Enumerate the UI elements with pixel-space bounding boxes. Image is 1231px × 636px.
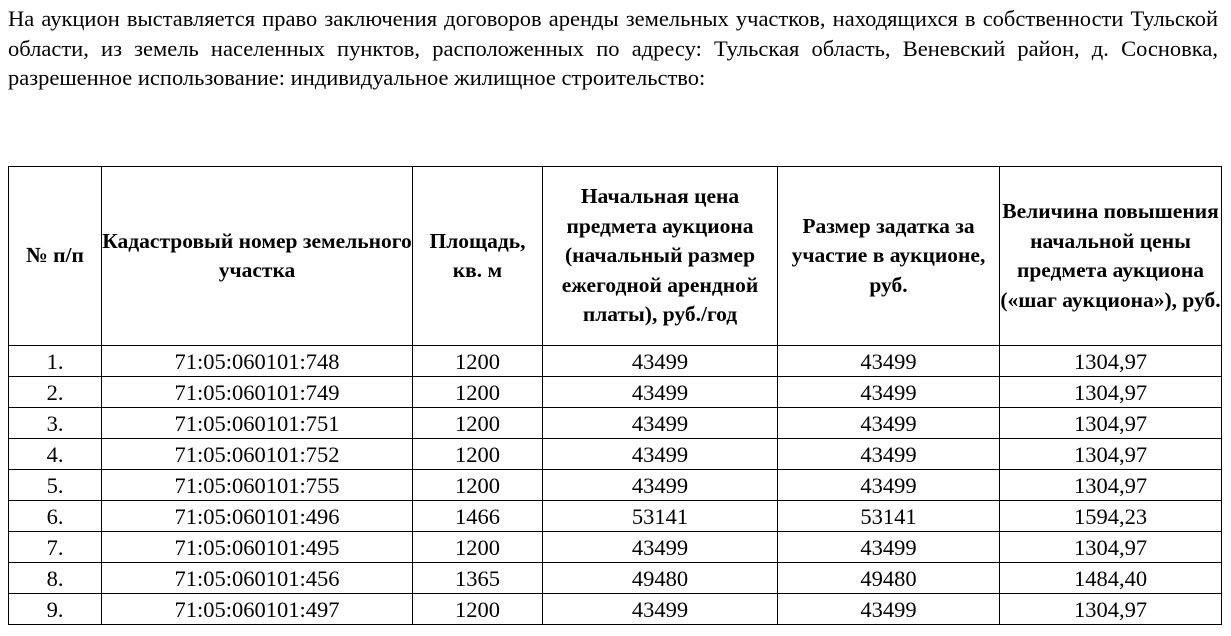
cell-cadastral-number: 71:05:060101:752 <box>102 439 413 470</box>
table-row <box>9 346 1222 377</box>
cell-starting-price: 43499 <box>543 470 778 501</box>
cell-starting-price: 43499 <box>543 532 778 563</box>
cell-auction-step: 1304,97 <box>1000 408 1222 439</box>
cell-deposit: 43499 <box>778 408 1000 439</box>
cell-cadastral-number: 71:05:060101:496 <box>102 501 413 532</box>
cell-auction-step: 1304,97 <box>1000 594 1222 625</box>
cell-number: 4. <box>9 439 102 470</box>
cell-cadastral-number: 71:05:060101:495 <box>102 532 413 563</box>
cell-auction-step: 1484,40 <box>1000 563 1222 594</box>
cell-auction-step: 1304,97 <box>1000 346 1222 377</box>
cell-number: 3. <box>9 408 102 439</box>
table-row <box>9 501 1222 532</box>
cell-number: 8. <box>9 563 102 594</box>
cell-cadastral-number: 71:05:060101:755 <box>102 470 413 501</box>
table-row <box>9 408 1222 439</box>
cell-cadastral-number: 71:05:060101:497 <box>102 594 413 625</box>
cell-number: 2. <box>9 377 102 408</box>
table-body <box>9 346 1222 625</box>
cell-number: 7. <box>9 532 102 563</box>
cell-area: 1466 <box>413 501 543 532</box>
cell-deposit: 43499 <box>778 346 1000 377</box>
cell-cadastral-number: 71:05:060101:748 <box>102 346 413 377</box>
cell-area: 1200 <box>413 594 543 625</box>
cell-area: 1200 <box>413 377 543 408</box>
header-cadastral-number: Кадастровый номер земельного участка <box>102 167 413 346</box>
cell-area: 1200 <box>413 470 543 501</box>
cell-deposit: 43499 <box>778 594 1000 625</box>
cell-cadastral-number: 71:05:060101:749 <box>102 377 413 408</box>
cell-starting-price: 49480 <box>543 563 778 594</box>
cell-starting-price: 53141 <box>543 501 778 532</box>
cell-deposit: 43499 <box>778 470 1000 501</box>
cell-area: 1200 <box>413 532 543 563</box>
cell-area: 1200 <box>413 346 543 377</box>
table-header-row <box>9 167 1222 346</box>
cell-cadastral-number: 71:05:060101:456 <box>102 563 413 594</box>
cell-deposit: 49480 <box>778 563 1000 594</box>
cell-auction-step: 1304,97 <box>1000 470 1222 501</box>
table-row <box>9 377 1222 408</box>
cell-cadastral-number: 71:05:060101:751 <box>102 408 413 439</box>
cell-number: 9. <box>9 594 102 625</box>
intro-paragraph: На аукцион выставляется право заключения договоров аренды земельных участков, находящихся в собственности Тульской области, из земель населенных пунктов, расположенных по адресу: Тульская область, Веневский район, д. Сосновка, разрешенное использование: индивидуальное жилищное строительство: <box>8 6 1218 90</box>
cell-starting-price: 43499 <box>543 346 778 377</box>
table-row <box>9 470 1222 501</box>
cell-auction-step: 1304,97 <box>1000 439 1222 470</box>
cell-starting-price: 43499 <box>543 408 778 439</box>
cell-number: 5. <box>9 470 102 501</box>
cell-starting-price: 43499 <box>543 377 778 408</box>
cell-number: 1. <box>9 346 102 377</box>
cell-auction-step: 1594,23 <box>1000 501 1222 532</box>
header-starting-price: Начальная цена предмета аукциона (начальный размер ежегодной арендной платы), руб./год <box>543 167 778 346</box>
table-row <box>9 439 1222 470</box>
cell-number: 6. <box>9 501 102 532</box>
cell-deposit: 53141 <box>778 501 1000 532</box>
table-row <box>9 532 1222 563</box>
header-deposit: Размер задатка за участие в аукционе, руб. <box>778 167 1000 346</box>
table-row <box>9 594 1222 625</box>
cell-starting-price: 43499 <box>543 594 778 625</box>
cell-auction-step: 1304,97 <box>1000 532 1222 563</box>
cell-starting-price: 43499 <box>543 439 778 470</box>
cell-deposit: 43499 <box>778 532 1000 563</box>
cell-deposit: 43499 <box>778 439 1000 470</box>
header-auction-step: Величина повышения начальной цены предмета аукциона («шаг аукциона»), руб. <box>1000 167 1222 346</box>
land-plots-table <box>8 166 1222 625</box>
table-row <box>9 563 1222 594</box>
cell-area: 1200 <box>413 408 543 439</box>
cell-auction-step: 1304,97 <box>1000 377 1222 408</box>
cell-area: 1200 <box>413 439 543 470</box>
header-area: Площадь, кв. м <box>413 167 543 346</box>
cell-deposit: 43499 <box>778 377 1000 408</box>
header-number: № п/п <box>9 167 102 346</box>
cell-area: 1365 <box>413 563 543 594</box>
